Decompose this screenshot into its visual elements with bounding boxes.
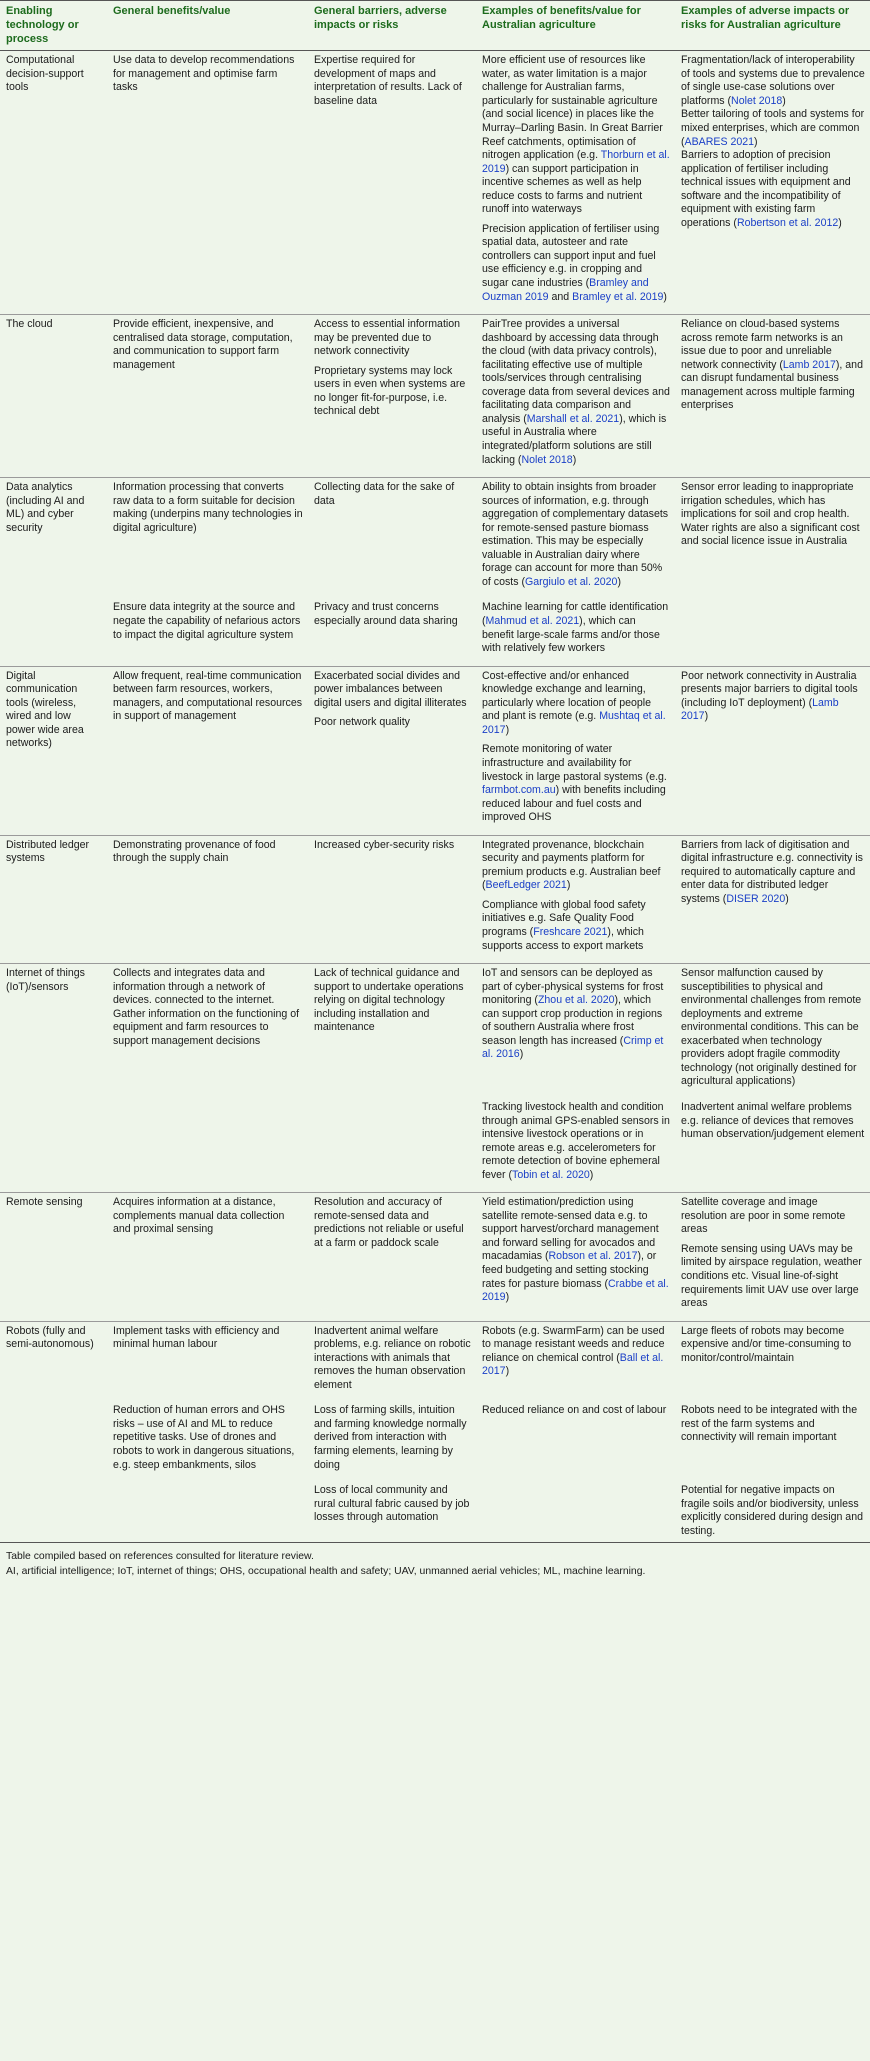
benefit-cell: Information processing that converts raw data to a form suitable for decision making (underpins many technologies in digital agriculture) xyxy=(113,481,303,534)
footnote-abbreviations: AI, artificial intelligence; IoT, internet of things; OHS, occupational health and safety; UAV, unmanned aerial vehicles; ML, machine learning. xyxy=(6,1566,646,1578)
text-span: ) with benefits including reduced labour and fuel costs and improved OHS xyxy=(482,784,666,824)
au-risk-item xyxy=(681,108,865,149)
reference-link[interactable]: Gargiulo et al. 2020 xyxy=(524,575,618,588)
reference-link[interactable]: Crabbe et al. 2019 xyxy=(482,1277,669,1304)
barrier-cell: Resolution and accuracy of remote-sensed data and predictions not reliable or useful at a farm or paddock scale xyxy=(308,1193,476,1321)
text-span: Barriers from lack of digitisation and digital infrastructure e.g. connectivity is required to automatically capture and enter data for distributed ledger systems ( xyxy=(681,838,863,905)
text-span: Compliance with global food safety initiatives e.g. Safe Quality Food programs ( xyxy=(482,898,646,938)
reference-link[interactable]: Robertson et al. 2012 xyxy=(736,216,839,229)
reference-link[interactable]: Nolet 2018 xyxy=(731,94,783,107)
reference-link[interactable]: Crimp et al. 2016 xyxy=(482,1034,664,1061)
text-span: Better tailoring of tools and systems for mixed enterprises, which are common ( xyxy=(681,108,865,148)
au-benefit-cell xyxy=(476,964,675,1101)
reference-link[interactable]: BeefLedger 2021 xyxy=(485,879,567,892)
barrier-item: Access to essential information may be prevented due to network connectivity xyxy=(314,318,461,358)
reference-link[interactable]: Thorburn et al. 2019 xyxy=(482,149,670,175)
text-span: Tracking livestock health and condition through animal GPS-enabled sensors in intensive livestock operations or in remote areas e.g. accelerometers for remote detection of bovine ephemeral fever ( xyxy=(482,1100,670,1181)
text-span: PairTree provides a universal dashboard by accessing data through the cloud (with data privacy controls), facilitating effective use of multiple tools/services through centralising coverage data from several devices and facilitating data comparison and analysis ( xyxy=(482,318,670,425)
benefit-cell: Use data to develop recommendations for management and optimise farm tasks xyxy=(107,51,308,315)
text-span: ) xyxy=(505,1291,510,1304)
au-benefit-item xyxy=(482,54,670,217)
benefit-cell: Ensure data integrity at the source and negate the capability of nefarious actors to impact the digital agriculture system xyxy=(107,601,308,666)
text-span: IoT and sensors can be deployed as part of cyber-physical systems for frost monitoring ( xyxy=(482,967,664,1007)
reference-link[interactable]: ABARES 2021 xyxy=(684,135,755,148)
au-risk-cell xyxy=(675,835,870,963)
au-risk-item xyxy=(681,54,865,108)
benefit-cell: Provide efficient, inexpensive, and centralised data storage, computation, and communication to support farm management xyxy=(107,315,308,478)
table-row xyxy=(0,1193,870,1321)
reference-link[interactable]: Ball et al. 2017 xyxy=(482,1351,664,1378)
text-span: ) xyxy=(754,135,758,148)
text-span: ) xyxy=(782,94,786,107)
text-span: Machine learning for cattle identification ( xyxy=(482,601,669,628)
table-row xyxy=(0,315,870,478)
text-span: ) can support participation in incentive schemes as well as help reduce costs to farms and nutrient runoff into waterways xyxy=(482,162,643,216)
table-row xyxy=(0,835,870,963)
table-row xyxy=(0,478,870,602)
footnote-source: Table compiled based on references consulted for literature review. xyxy=(6,1551,314,1563)
au-benefit-cell: Reduced reliance on and cost of labour xyxy=(476,1404,675,1542)
barrier-cell xyxy=(308,315,476,478)
au-benefit-item xyxy=(482,223,670,304)
text-span: Fragmentation/lack of interoperability of tools and systems due to prevalence of single use-case solutions over platforms ( xyxy=(681,54,865,107)
reference-link[interactable]: Bramley et al. 2019 xyxy=(572,290,664,303)
text-span: Ability to obtain insights from broader sources of information, e.g. through aggregation of complementary datasets for remote-sensed pasture biomass estimation. This may be especially valuable in Australian dairy where forage can account for more than 50% of costs ( xyxy=(482,481,669,588)
au-risk-cell xyxy=(675,1193,870,1321)
barrier-cell xyxy=(308,666,476,835)
au-risk-cell: Inadvertent animal welfare problems e.g. reliance of devices that removes human observation/judgement element xyxy=(675,1101,870,1193)
benefit-cell: Implement tasks with efficiency and minimal human labour xyxy=(113,1324,280,1351)
text-span: More efficient use of resources like water, as water limitation is a major challenge for Australian farms, particularly for sustainable agriculture (and social licence) in places like the Murray–Darling Basin. In Great Barrier Reef catchments, optimisation of nitrogen application (e.g. xyxy=(482,54,663,162)
reference-link[interactable]: Mushtaq et al. 2017 xyxy=(482,710,666,736)
au-risk-cell: Potential for negative impacts on fragile soils and/or biodiversity, unless explicitly considered during design and testing. xyxy=(681,1484,863,1537)
text-span: ), or feed budgeting and setting stocking rates for pasture biomass ( xyxy=(482,1250,657,1290)
benefit-cell: Allow frequent, real-time communication between farm resources, workers, managers, and computational resources in support of management xyxy=(107,666,308,835)
text-span: Barriers to adoption of precision application of fertiliser including technical issues with equipment and software and the incompatibility of equipment with existing farm operations ( xyxy=(681,149,851,229)
table-row xyxy=(0,51,870,315)
text-span: Yield estimation/prediction using satellite remote-sensed data e.g. to support harvest/orchard management and forward selling for avocados and macadamias ( xyxy=(482,1196,659,1263)
reference-link[interactable]: farmbot.com.au xyxy=(482,784,556,797)
tech-cell: The cloud xyxy=(0,315,107,478)
barrier-cell: Loss of farming skills, intuition and farming knowledge normally derived from interaction with farming elements, learning by doing xyxy=(314,1404,467,1471)
text-span: Poor network connectivity in Australia presents major barriers to digital tools (including IoT deployment) ( xyxy=(681,669,858,709)
text-span: ), which supports access to export markets xyxy=(482,925,644,952)
reference-link[interactable]: Robson et al. 2017 xyxy=(548,1250,638,1263)
header-general-benefits: General benefits/value xyxy=(107,1,308,51)
header-general-barriers: General barriers, adverse impacts or risks xyxy=(308,1,476,51)
barrier-cell: Collecting data for the sake of data xyxy=(314,481,455,507)
tech-cell: Distributed ledger systems xyxy=(0,835,107,963)
text-span: Robots (e.g. SwarmFarm) can be used to manage resistant weeds and reduce reliance on chemical control ( xyxy=(482,1324,665,1364)
au-benefit-item xyxy=(482,839,670,893)
au-risk-cell: Large fleets of robots may become expensive and/or time-consuming to monitor/control/maintain xyxy=(681,1324,852,1364)
au-risk-cell xyxy=(675,51,870,315)
au-benefit-cell xyxy=(476,1193,675,1321)
au-benefit-cell xyxy=(476,601,675,666)
text-span: ) xyxy=(589,1168,594,1181)
benefit-cell: Reduction of human errors and OHS risks – use of AI and ML to reduce repetitive tasks. Use of drones and robots to work in dangerous situations, e.g. steep embankments, silos xyxy=(107,1404,308,1542)
au-benefit-cell xyxy=(476,51,675,315)
text-span: Integrated provenance, blockchain security and payments platform for premium products e.g. Australian beef ( xyxy=(482,838,661,892)
text-span: ) xyxy=(617,575,621,588)
au-benefit-cell xyxy=(476,478,675,602)
text-span: Reliance on cloud-based systems across remote farm networks is an issue due to poor and unreliable network connectivity ( xyxy=(681,318,843,371)
au-risk-cell xyxy=(675,666,870,835)
text-span: Remote monitoring of water infrastructure and availability for livestock in large pastoral systems (e.g. xyxy=(482,743,667,783)
tech-cell: Remote sensing xyxy=(0,1193,107,1321)
table-row xyxy=(0,1321,870,1404)
barrier-cell: Privacy and trust concerns especially around data sharing xyxy=(308,601,476,666)
header-au-benefits: Examples of benefits/value for Australian agriculture xyxy=(476,1,675,51)
benefit-cell: Acquires information at a distance, complements manual data collection and proximal sensing xyxy=(107,1193,308,1321)
au-risk-item xyxy=(681,149,865,230)
header-au-risks: Examples of adverse impacts or risks for Australian agriculture xyxy=(675,1,870,51)
barrier-cell: Inadvertent animal welfare problems, e.g. reliance on robotic interactions with animals that removes the human observation element xyxy=(314,1324,471,1391)
au-benefit-item xyxy=(482,743,670,824)
tech-cell: Data analytics (including AI and ML) and cyber security xyxy=(0,478,107,667)
reference-link[interactable]: Mahmud et al. 2021 xyxy=(485,615,580,628)
table-row xyxy=(0,1404,870,1484)
barrier-cell: Expertise required for development of maps and interpretation of results. Lack of baseline data xyxy=(308,51,476,315)
text-span: ), and can disrupt fundamental business management across multiple farming enterprises xyxy=(681,358,863,412)
text-span: ) xyxy=(838,216,842,229)
text-span: and xyxy=(548,290,573,303)
barrier-item: Proprietary systems may lock users in even when systems are no longer fit-for-purpose, i.e. technical debt xyxy=(314,364,466,418)
reference-link[interactable]: Tobin et al. 2020 xyxy=(512,1168,590,1181)
au-benefit-item xyxy=(482,899,670,953)
barrier-cell: Loss of local community and rural cultural fabric caused by job losses through automation xyxy=(314,1484,470,1524)
barrier-cell: Increased cyber-security risks xyxy=(308,835,476,963)
au-risk-item: Remote sensing using UAVs may be limited by airspace regulation, weather conditions etc. Visual line-of-sight requirements limit UAV use over large areas xyxy=(681,1242,862,1310)
tech-cell: Digital communication tools (wireless, wired and low power wide area networks) xyxy=(0,666,107,835)
table-row xyxy=(0,964,870,1101)
text-span: ) xyxy=(704,710,709,723)
header-technology: Enabling technology or process xyxy=(0,1,107,51)
reference-link[interactable]: Lamb 2017 xyxy=(681,696,839,723)
text-span: ) xyxy=(505,1365,510,1378)
reference-link[interactable]: Freshcare 2021 xyxy=(533,925,608,938)
reference-link[interactable]: Marshall et al. 2021 xyxy=(526,412,620,425)
table-footnotes xyxy=(0,1543,870,1579)
tech-cell: Internet of things (IoT)/sensors xyxy=(0,964,107,1193)
tech-cell: Robots (fully and semi-autonomous) xyxy=(0,1321,107,1543)
tech-cell: Computational decision-support tools xyxy=(0,51,107,315)
au-risk-cell: Sensor error leading to inappropriate irrigation schedules, which has implications for soil and crop health. Water rights are also a significant cost and social licence issue in Australia xyxy=(675,478,870,667)
barrier-item: Exacerbated social divides and power imbalances between digital users and digital illiterates xyxy=(314,669,467,709)
au-benefit-cell xyxy=(476,1101,675,1193)
text-span: ) xyxy=(663,290,667,303)
benefit-cell: Collects and integrates data and information through a network of devices. connected to the internet. Gather information on the functioning of equipment and farm resources to support management decisions xyxy=(107,964,308,1193)
au-risk-cell: Robots need to be integrated with the rest of the farm systems and connectivity will remain important xyxy=(681,1404,858,1444)
text-span: ) xyxy=(566,879,571,892)
barrier-cell: Lack of technical guidance and support to undertake operations relying on digital technology including installation and maintenance xyxy=(308,964,476,1193)
text-span: ), which is useful in Australia where integrated/platform solutions are still lacking ( xyxy=(482,412,667,466)
text-span: ) xyxy=(519,1048,524,1061)
au-risk-item: Satellite coverage and image resolution are poor in some remote areas xyxy=(681,1196,846,1236)
au-benefit-item xyxy=(482,670,670,738)
text-span: Cost-effective and/or enhanced knowledge exchange and learning, particularly where location of people and plant is remote (e.g. xyxy=(482,669,652,723)
benefit-cell: Demonstrating provenance of food through the supply chain xyxy=(107,835,308,963)
header-row xyxy=(0,1,870,51)
au-benefit-cell xyxy=(476,835,675,963)
au-risk-cell: Sensor malfunction caused by susceptibilities to physical and environmental challenges from remote deployments and extreme environmental conditions. This can be exacerbated when technology providers adopt fragile commodity technology (not originally destined for agricultural applications) xyxy=(681,967,862,1088)
text-span: ) xyxy=(505,723,510,736)
barrier-item: Poor network quality xyxy=(314,716,410,729)
au-benefit-cell xyxy=(476,315,675,478)
reference-link[interactable]: Zhou et al. 2020 xyxy=(537,994,615,1007)
reference-link[interactable]: Nolet 2018 xyxy=(521,453,573,466)
au-benefit-cell xyxy=(476,1321,675,1404)
reference-link[interactable]: DISER 2020 xyxy=(726,892,786,905)
text-span: ), which can support crop production in regions of southern Australia where frost season length has increased ( xyxy=(482,994,663,1047)
reference-link[interactable]: Lamb 2017 xyxy=(782,358,836,371)
au-benefit-cell xyxy=(476,666,675,835)
reference-link[interactable]: Bramley and Ouzman 2019 xyxy=(482,277,649,303)
text-span: ) xyxy=(572,453,577,466)
text-span: ), which can benefit large-scale farms and/or those with relatively few workers xyxy=(482,615,660,655)
table-row xyxy=(0,666,870,835)
text-span: Precision application of fertiliser using spatial data, autosteer and rate controllers can support input and fuel use efficiency e.g. in cropping and sugar cane industries ( xyxy=(482,222,660,289)
au-risk-cell xyxy=(675,315,870,478)
text-span: ) xyxy=(785,892,789,905)
